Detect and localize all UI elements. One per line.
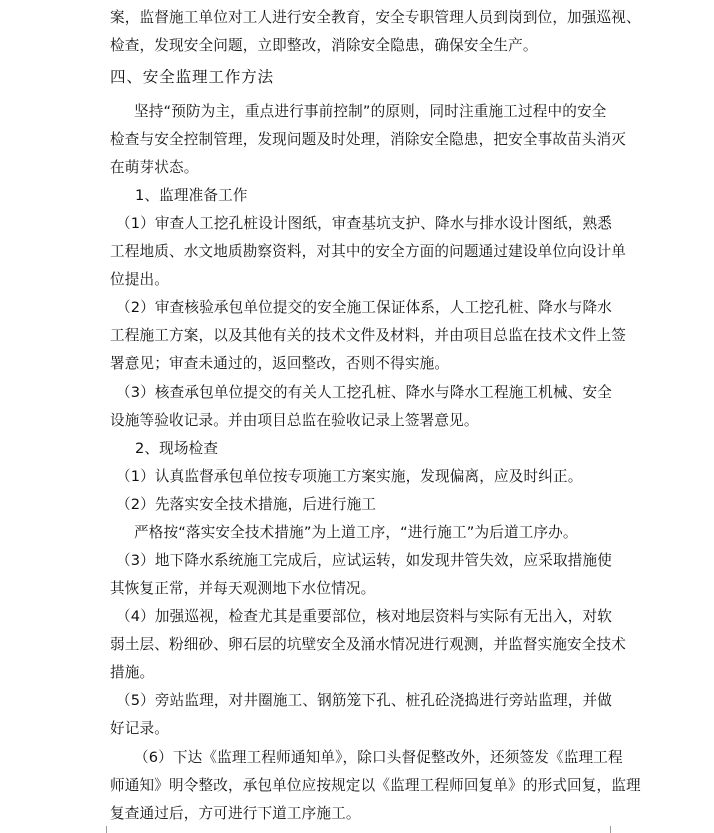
- text-line: 师通知》明令整改，承包单位应按规定以《监理工程师回复单》的形式回复，监理: [110, 777, 641, 794]
- text-line: 署意见；审查未通过的，返回整改，否则不得实施。: [110, 355, 450, 372]
- text-line: （1）认真监督承包单位按专项施工方案实施，发现偏离，应及时纠正。: [116, 468, 583, 485]
- text-line: 检查，发现安全问题，立即整改，消除安全隐患，确保安全生产。: [110, 37, 538, 54]
- text-line: 严格按“落实安全技术措施”为上道工序，“进行施工”为后道工序办。: [134, 524, 578, 541]
- text-line: 措施。: [110, 664, 155, 681]
- section-heading: 四、安全监理工作方法: [110, 68, 274, 86]
- text-line: （3）核查承包单位提交的有关人工挖孔桩、降水与降水工程施工机械、安全: [116, 384, 612, 401]
- margin-corner-mark: [610, 826, 631, 833]
- text-line: （4）加强巡视，检查尤其是重要部位，核对地层资料与实际有无出入，对软: [116, 608, 612, 625]
- text-line: 坚持“预防为主，重点进行事前控制”的原则，同时注重施工过程中的安全: [134, 103, 607, 120]
- text-line: （6）下达《监理工程师通知单》，除口头督促整改外，还须签发《监理工程: [134, 749, 623, 766]
- text-line: （3）地下降水系统施工完成后，应试运转，如发现井管失效，应采取措施使: [116, 552, 612, 569]
- text-line: 设施等验收记录。并由项目总监在验收记录上签署意见。: [110, 412, 479, 429]
- text-line: （1）审查人工挖孔桩设计图纸，审查基坑支护、降水与排水设计图纸，熟悉: [116, 215, 612, 232]
- text-line: 好记录。: [110, 720, 169, 737]
- text-line: 案，监督施工单位对工人进行安全教育，安全专职管理人员到岗到位，加强巡视、: [110, 9, 641, 26]
- text-line: 复查通过后，方可进行下道工序施工。: [110, 805, 361, 822]
- text-line: （5）旁站监理，对井圈施工、钢筋笼下孔、桩孔砼浇捣进行旁站监理，并做: [116, 692, 612, 709]
- subsection-heading: 1、监理准备工作: [135, 187, 248, 204]
- text-line: （2）审查核验承包单位提交的安全施工保证体系，人工挖孔桩、降水与降水: [116, 299, 612, 316]
- subsection-heading: 2、现场检查: [135, 440, 219, 457]
- text-line: 在萌芽状态。: [110, 159, 199, 176]
- margin-corner-mark: [86, 826, 107, 833]
- text-line: 工程施工方案，以及其他有关的技术文件及材料，并由项目总监在技术文件上签: [110, 327, 627, 344]
- text-line: （2）先落实安全技术措施，后进行施工: [116, 496, 377, 513]
- text-line: 弱土层、粉细砂、卵石层的坑壁安全及涌水情况进行观测，并监督实施安全技术: [110, 636, 627, 653]
- text-line: 其恢复正常，并每天观测地下水位情况。: [110, 580, 376, 597]
- text-line: 检查与安全控制管理，发现问题及时处理，消除安全隐患，把安全事故苗头消灭: [110, 131, 627, 148]
- text-line: 工程地质、水文地质勘察资料，对其中的安全方面的问题通过建设单位向设计单: [110, 243, 627, 260]
- text-line: 位提出。: [110, 271, 169, 288]
